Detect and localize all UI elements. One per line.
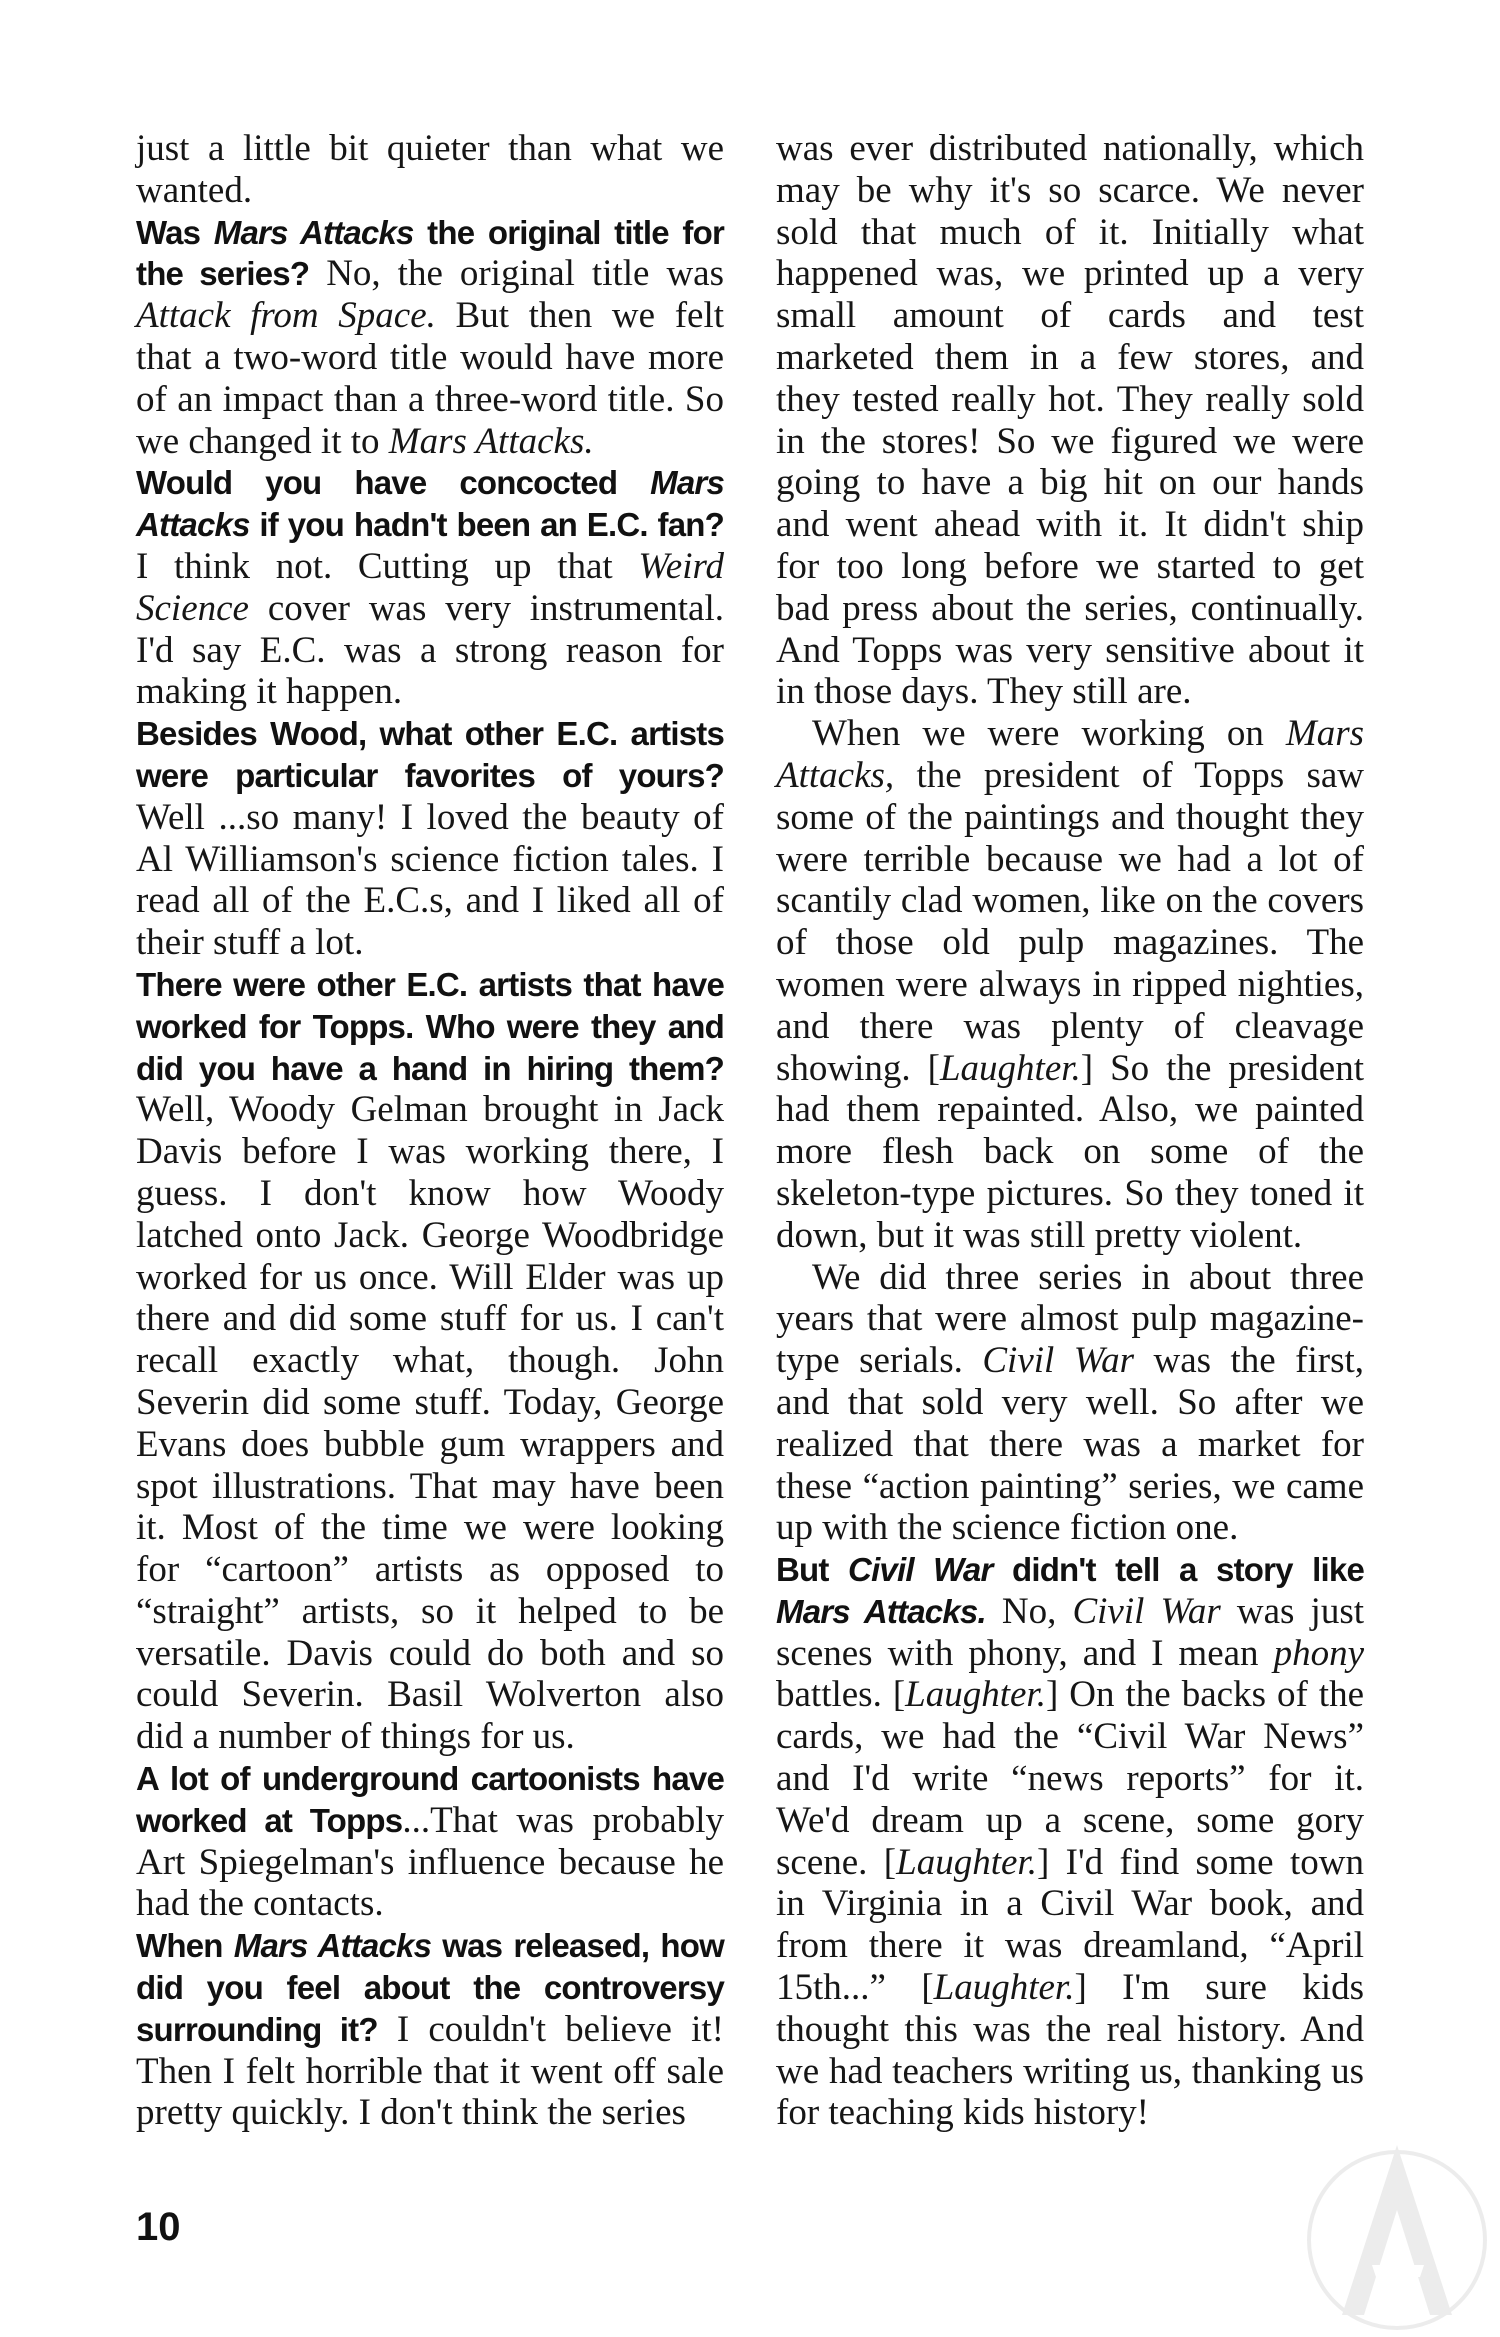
paragraph-continued: just a little bit quieter than what we wanted. <box>136 128 724 211</box>
answer-text: Well, Woody Gelman brought in Jack Davis before I was working there, I guess. I don't know how Woody latched onto Jack. George Woodbridge worked for us once. Will Elder was up there and did some stuff for us. I can't recall exactly what, though. John Severin did some stuff. Today, George Evans does bubble gum wrappers and spot illustrations. That may have been it. Most of the time we were looking for “cartoon” artists as opposed to “straight” artists, so it helped to be versatile. Davis could do both and so could Severin. Basil Wolverton also did a number of things for us. <box>136 1089 724 1758</box>
interview-qa-underground <box>136 1758 724 1925</box>
question-text: When Mars Attacks was released, how did you feel about the controversy surrounding it? <box>136 1927 724 2048</box>
question-text: Besides Wood, what other E.C. artists were particular favorites of yours? <box>136 715 724 794</box>
question-text: There were other E.C. artists that have worked for Topps. Who were they and did you have a hand in hiring them? <box>136 965 724 1087</box>
interview-qa-civil-war <box>776 1549 1364 2134</box>
interview-qa-favorite-artists <box>136 713 724 964</box>
interview-qa-topps-artists <box>136 964 724 1758</box>
interview-qa-original-title <box>136 212 724 463</box>
answer-text: ...That was probably Art Spiegelman's influence because he had the contacts. <box>136 1799 724 1925</box>
interview-qa-controversy <box>136 1925 724 2134</box>
watermark-logo-icon <box>1302 2125 1492 2335</box>
page-number: 10 <box>136 2205 181 2249</box>
answer-text: No, Civil War was just scenes with phony, and I mean phony battles. [Laughter.] On the backs of the cards, we had the “Civil War News” and I'd write “news reports” for it. We'd dream up a scene, some gory scene. [Laughter.] I'd find some town in Virginia in a Civil War book, and from there it was dreamland, “April 15th...” [Laughter.] I'm sure kids thought this was the real history. And we had teachers writing us, thanking us for teaching kids history! <box>776 1590 1364 2134</box>
paragraph-three-series: We did three series in about three years that were almost pulp magazine-type serials. Civil War was the first, and that sold very well. So after we realized that there was a market for these “action painting” series, we came up with the science fiction one. <box>776 1256 1364 1549</box>
paragraph-repainting: When we were working on Mars Attacks, the president of Topps saw some of the paintings and thought they were terrible because we had a lot of scantily clad women, like on the covers of those old pulp magazines. The women were always in ripped nighties, and there was plenty of cleavage showing. [Laughter.] So the president had them repainted. Also, we painted more flesh back on some of the skeleton-type pictures. So they toned it down, but it was still pretty violent. <box>776 713 1364 1256</box>
left-column <box>136 128 724 2134</box>
question-text: Would you have concocted Mars Attacks if you hadn't been an E.C. fan? <box>136 464 724 544</box>
paragraph-continued: was ever distributed nationally, which may be why it's so scarce. We never sold that much of it. Initially what happened was, we printed up a very small amount of cards and test marketed them in a few stores, and they tested really hot. They really sold in the stores! So we figured we were going to have a big hit on our hands and went ahead with it. It didn't ship for too long before we started to get bad press about the series, continually. And Topps was very sensitive about it in those days. They still are. <box>776 128 1364 713</box>
question-text: Was Mars Attacks the original title for the series? <box>136 213 724 293</box>
answer-text: I think not. Cutting up that Weird Science cover was very instrumental. I'd say E.C. was a strong reason for making it happen. <box>136 545 724 713</box>
answer-text: I couldn't believe it! Then I felt horrible that it went off sale pretty quickly. I don't think the series <box>136 2008 724 2134</box>
question-text: But Civil War didn't tell a story like Mars Attacks. <box>776 1551 1364 1630</box>
question-text: A lot of underground cartoonists have worked at Topps <box>136 1760 724 1839</box>
answer-text: Well ...so many! I loved the beauty of Al Williamson's science fiction tales. I read all of the E.C.s, and I liked all of their stuff a lot. <box>136 796 724 964</box>
interview-qa-ec-fan <box>136 462 724 713</box>
answer-text: No, the original title was Attack from Space. But then we felt that a two-word title would have more of an impact than a three-word title. So we changed it to Mars Attacks. <box>136 253 725 462</box>
right-column <box>776 128 1364 2134</box>
